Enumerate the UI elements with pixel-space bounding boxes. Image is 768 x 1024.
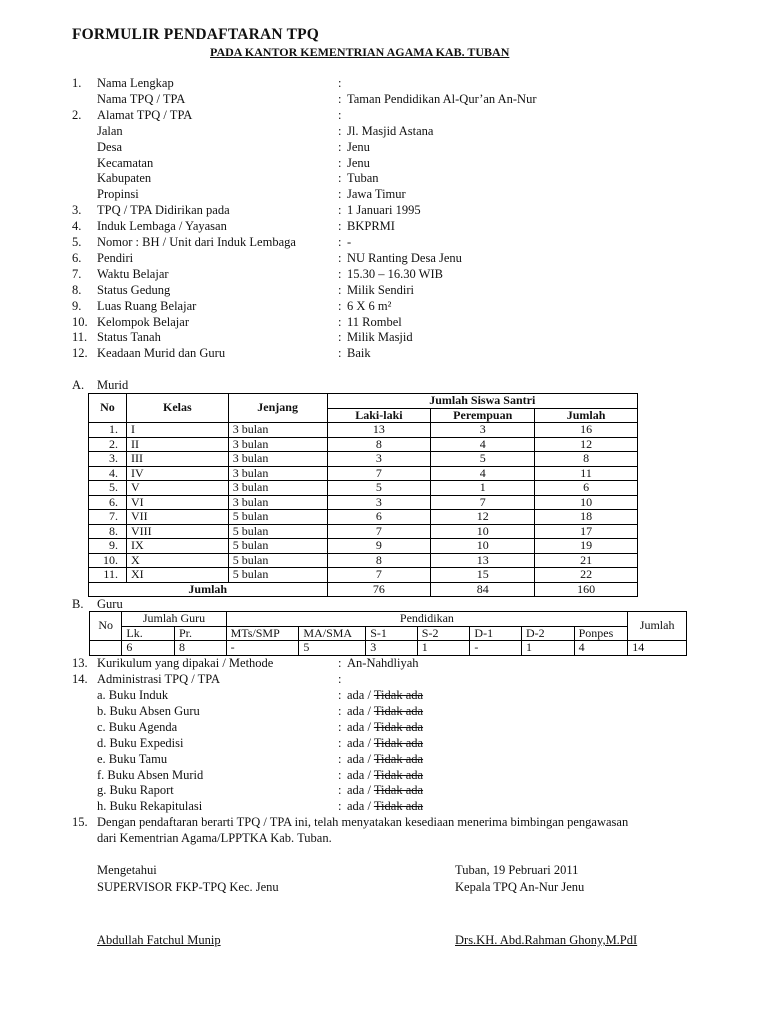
admin-item-label: h. Buku Rekapitulasi bbox=[97, 799, 203, 814]
admin-item-label: a. Buku Induk bbox=[97, 688, 169, 702]
cell-perempuan: 7 bbox=[431, 495, 535, 510]
form-field-row bbox=[0, 314, 768, 330]
field-number: 11. bbox=[72, 330, 88, 345]
field-value: Jenu bbox=[347, 139, 370, 154]
admin-item-status bbox=[347, 703, 423, 719]
field-colon: : bbox=[338, 155, 342, 170]
cell-jenjang: 5 bulan bbox=[228, 510, 327, 525]
form-field-row bbox=[0, 234, 768, 250]
field-value: - bbox=[347, 235, 352, 249]
signature-right-top: Tuban, 19 Pebruari 2011 bbox=[455, 863, 579, 877]
tidak-ada-text: Tidak ada bbox=[373, 735, 424, 750]
guru-header-mts: MTs/SMP bbox=[226, 626, 299, 641]
field-label: Nama TPQ / TPA bbox=[97, 91, 186, 106]
admin-item-row bbox=[0, 735, 768, 751]
field-label: Kelompok Belajar bbox=[97, 314, 189, 329]
cell-kelas: VIII bbox=[126, 524, 228, 539]
guru-cell-mts: - bbox=[226, 641, 299, 656]
field-label: Jalan bbox=[97, 123, 123, 138]
admin-item-label: d. Buku Expedisi bbox=[97, 735, 184, 750]
field-number: 8. bbox=[72, 282, 82, 297]
field-label: Pendiri bbox=[97, 250, 134, 265]
tidak-ada-text: Tidak ada bbox=[373, 767, 424, 782]
guru-header-ponpes: Ponpes bbox=[574, 626, 628, 641]
cell-jumlah: 17 bbox=[535, 524, 638, 539]
signature-right-name: Drs.KH. Abd.Rahman Ghony,M.PdI bbox=[455, 933, 638, 947]
cell-laki: 8 bbox=[327, 553, 431, 568]
field-label: Waktu Belajar bbox=[97, 266, 169, 281]
form-field-row bbox=[0, 107, 768, 123]
cell-perempuan: 10 bbox=[431, 524, 535, 539]
field-value: BKPRMI bbox=[347, 219, 395, 234]
cell-kelas: XI bbox=[126, 568, 228, 583]
admin-item-colon: : bbox=[338, 783, 342, 798]
admin-item-status bbox=[347, 751, 423, 767]
admin-item-label: f. Buku Absen Murid bbox=[97, 767, 204, 782]
cell-jumlah: 8 bbox=[535, 452, 638, 467]
cell-no: 7. bbox=[89, 510, 127, 525]
form-field-row bbox=[0, 298, 768, 314]
section-b-label: B. bbox=[72, 597, 84, 611]
cell-no: 4. bbox=[89, 466, 127, 481]
cell-kelas: V bbox=[126, 481, 228, 496]
field-label: Desa bbox=[97, 139, 122, 154]
admin-item-colon: : bbox=[338, 767, 342, 782]
table-row bbox=[89, 553, 638, 568]
guru-cell-no bbox=[90, 641, 122, 656]
cell-jumlah: 6 bbox=[535, 481, 638, 496]
form-title: FORMULIR PENDAFTARAN TPQ bbox=[72, 26, 320, 43]
admin-item-row bbox=[0, 687, 768, 703]
ada-text: ada / bbox=[347, 703, 371, 718]
cell-perempuan: 1 bbox=[431, 481, 535, 496]
cell-kelas: VII bbox=[126, 510, 228, 525]
admin-item-status bbox=[347, 687, 423, 703]
administrasi-colon: : bbox=[338, 672, 342, 686]
field-value: Jawa Timur bbox=[347, 187, 406, 202]
table-row bbox=[89, 437, 638, 452]
field-value: Milik Sendiri bbox=[347, 282, 415, 297]
guru-header-d1: D-1 bbox=[470, 626, 522, 641]
admin-item-colon: : bbox=[338, 751, 342, 766]
guru-header-d2: D-2 bbox=[522, 626, 575, 641]
form-field-row bbox=[0, 250, 768, 266]
kurikulum-number: 13. bbox=[72, 656, 88, 670]
field-value: NU Ranting Desa Jenu bbox=[347, 250, 462, 265]
form-field-row bbox=[0, 202, 768, 218]
admin-item-status bbox=[347, 798, 423, 814]
field-colon: : bbox=[338, 171, 342, 186]
guru-cell-d1: - bbox=[470, 641, 522, 656]
field-colon: : bbox=[338, 330, 342, 345]
field-colon: : bbox=[338, 219, 342, 234]
admin-item-colon: : bbox=[338, 688, 342, 702]
field-colon: : bbox=[338, 298, 342, 313]
field-number: 3. bbox=[72, 203, 82, 218]
field-label: Nomor : BH / Unit dari Induk Lembaga bbox=[97, 235, 296, 249]
field-colon: : bbox=[338, 91, 342, 106]
header-kelas: Kelas bbox=[126, 394, 228, 423]
ada-text: ada / bbox=[347, 799, 371, 814]
cell-jumlah: 10 bbox=[535, 495, 638, 510]
field-number: 7. bbox=[72, 266, 82, 281]
form-field-row bbox=[0, 218, 768, 234]
field-label: Alamat TPQ / TPA bbox=[97, 107, 193, 122]
cell-laki: 7 bbox=[327, 466, 431, 481]
field-number: 2. bbox=[72, 107, 82, 122]
tidak-ada-text: Tidak ada bbox=[373, 799, 424, 814]
statement-number: 15. bbox=[72, 815, 88, 829]
administrasi-number: 14. bbox=[72, 672, 88, 686]
guru-cell-pr: 8 bbox=[174, 641, 226, 656]
ada-text: ada / bbox=[347, 719, 371, 734]
header-jenjang: Jenjang bbox=[228, 394, 327, 423]
admin-item-row bbox=[0, 798, 768, 814]
admin-item-colon: : bbox=[338, 719, 342, 734]
form-field-row bbox=[0, 139, 768, 155]
signature-right-role: Kepala TPQ An-Nur Jenu bbox=[455, 880, 585, 894]
admin-item-label: c. Buku Agenda bbox=[97, 719, 178, 734]
field-number: 6. bbox=[72, 250, 82, 265]
tidak-ada-text: Tidak ada bbox=[373, 783, 424, 798]
field-number: 9. bbox=[72, 298, 82, 313]
cell-jenjang: 5 bulan bbox=[228, 553, 327, 568]
admin-item-status bbox=[347, 782, 423, 798]
field-label: Nama Lengkap bbox=[97, 76, 174, 90]
admin-item-status bbox=[347, 735, 423, 751]
field-colon: : bbox=[338, 266, 342, 281]
field-label: Status Gedung bbox=[97, 282, 171, 297]
administrasi-row bbox=[0, 671, 768, 687]
cell-perempuan: 12 bbox=[431, 510, 535, 525]
form-field-row bbox=[0, 123, 768, 139]
cell-kelas: IV bbox=[126, 466, 228, 481]
header-laki: Laki-laki bbox=[327, 408, 431, 423]
guru-header-ma: MA/SMA bbox=[299, 626, 366, 641]
admin-item-status bbox=[347, 719, 423, 735]
table-row bbox=[89, 539, 638, 554]
cell-perempuan: 4 bbox=[431, 466, 535, 481]
form-field-row bbox=[0, 186, 768, 202]
field-value: Jenu bbox=[347, 155, 370, 170]
header-jumlah-siswa: Jumlah Siswa Santri bbox=[327, 394, 637, 409]
total-label: Jumlah bbox=[89, 582, 328, 597]
field-colon: : bbox=[338, 314, 342, 329]
table-row bbox=[89, 452, 638, 467]
cell-kelas: IX bbox=[126, 539, 228, 554]
tidak-ada-text: Tidak ada bbox=[373, 703, 424, 718]
statement-row-2 bbox=[0, 830, 768, 846]
table-row bbox=[89, 510, 638, 525]
cell-no: 1. bbox=[89, 423, 127, 438]
section-a-label: A. bbox=[72, 378, 85, 392]
signature-left-role: SUPERVISOR FKP-TPQ Kec. Jenu bbox=[97, 880, 279, 894]
cell-jumlah: 19 bbox=[535, 539, 638, 554]
admin-item-row bbox=[0, 782, 768, 798]
field-colon: : bbox=[338, 282, 342, 297]
guru-header-pendidikan: Pendidikan bbox=[226, 612, 628, 627]
field-value: 15.30 – 16.30 WIB bbox=[347, 266, 443, 281]
cell-no: 11. bbox=[89, 568, 127, 583]
cell-kelas: VI bbox=[126, 495, 228, 510]
tidak-ada-text: Tidak ada bbox=[373, 688, 424, 702]
guru-cell-s2: 1 bbox=[417, 641, 470, 656]
cell-no: 5. bbox=[89, 481, 127, 496]
field-number: 10. bbox=[72, 314, 88, 329]
admin-item-row bbox=[0, 719, 768, 735]
guru-header-jumlah-guru: Jumlah Guru bbox=[122, 612, 226, 627]
ada-text: ada / bbox=[347, 688, 371, 702]
signature-left-name: Abdullah Fatchul Munip bbox=[97, 933, 221, 947]
cell-jumlah: 12 bbox=[535, 437, 638, 452]
statement-line-2: dari Kementrian Agama/LPPTKA Kab. Tuban. bbox=[97, 831, 332, 845]
guru-header-s1: S-1 bbox=[366, 626, 418, 641]
guru-header-no: No bbox=[90, 612, 122, 641]
guru-header-pr: Pr. bbox=[174, 626, 226, 641]
kurikulum-colon: : bbox=[338, 656, 342, 670]
cell-laki: 8 bbox=[327, 437, 431, 452]
field-label: Keadaan Murid dan Guru bbox=[97, 346, 226, 361]
form-field-row bbox=[0, 282, 768, 298]
ada-text: ada / bbox=[347, 767, 371, 782]
field-colon: : bbox=[338, 123, 342, 138]
cell-laki: 7 bbox=[327, 568, 431, 583]
cell-laki: 6 bbox=[327, 510, 431, 525]
cell-no: 10. bbox=[89, 553, 127, 568]
field-colon: : bbox=[338, 250, 342, 265]
table-row bbox=[89, 568, 638, 583]
statement-row-1 bbox=[0, 814, 768, 830]
cell-no: 2. bbox=[89, 437, 127, 452]
field-number: 5. bbox=[72, 235, 82, 249]
field-value: Jl. Masjid Astana bbox=[347, 123, 434, 138]
field-number: 1. bbox=[72, 76, 82, 90]
form-field-row bbox=[0, 75, 768, 91]
cell-perempuan: 15 bbox=[431, 568, 535, 583]
admin-item-row bbox=[0, 767, 768, 783]
tidak-ada-text: Tidak ada bbox=[373, 719, 424, 734]
field-value: 11 Rombel bbox=[347, 314, 402, 329]
statement-line-1: Dengan pendaftaran berarti TPQ / TPA ini, telah menyatakan kesediaan menerima bimbingan pengawasan bbox=[97, 815, 629, 829]
cell-jenjang: 5 bulan bbox=[228, 524, 327, 539]
field-value: 1 Januari 1995 bbox=[347, 203, 421, 218]
guru-header-lk: Lk. bbox=[122, 626, 175, 641]
total-jumlah: 160 bbox=[535, 582, 638, 597]
admin-item-colon: : bbox=[338, 799, 342, 814]
cell-jenjang: 5 bulan bbox=[228, 568, 327, 583]
admin-item-label: g. Buku Raport bbox=[97, 783, 174, 798]
field-number: 4. bbox=[72, 219, 82, 234]
cell-laki: 9 bbox=[327, 539, 431, 554]
admin-item-row bbox=[0, 703, 768, 719]
form-field-row bbox=[0, 155, 768, 171]
cell-perempuan: 5 bbox=[431, 452, 535, 467]
header-jumlah: Jumlah bbox=[535, 408, 638, 423]
field-colon: : bbox=[338, 346, 342, 361]
cell-jenjang: 3 bulan bbox=[228, 481, 327, 496]
field-value: Taman Pendidikan Al-Qur’an An-Nur bbox=[347, 91, 537, 106]
field-label: Kecamatan bbox=[97, 155, 154, 170]
cell-perempuan: 13 bbox=[431, 553, 535, 568]
field-label: Induk Lembaga / Yayasan bbox=[97, 219, 227, 234]
table-row bbox=[89, 495, 638, 510]
guru-cell-ma: 5 bbox=[299, 641, 366, 656]
cell-kelas: I bbox=[126, 423, 228, 438]
tidak-ada-text: Tidak ada bbox=[373, 751, 424, 766]
field-label: Propinsi bbox=[97, 187, 139, 202]
field-label: Status Tanah bbox=[97, 330, 161, 345]
cell-jenjang: 3 bulan bbox=[228, 466, 327, 481]
form-subtitle: PADA KANTOR KEMENTRIAN AGAMA KAB. TUBAN bbox=[210, 45, 510, 59]
ada-text: ada / bbox=[347, 735, 371, 750]
table-row bbox=[89, 524, 638, 539]
admin-item-row bbox=[0, 751, 768, 767]
form-field-row bbox=[0, 345, 768, 361]
field-value: 6 X 6 m² bbox=[347, 298, 392, 313]
guru-cell-s1: 3 bbox=[366, 641, 418, 656]
form-field-row bbox=[0, 170, 768, 186]
guru-cell-lk: 6 bbox=[122, 641, 175, 656]
admin-item-colon: : bbox=[338, 735, 342, 750]
cell-no: 9. bbox=[89, 539, 127, 554]
signature-left-top: Mengetahui bbox=[97, 863, 157, 877]
field-label: Kabupaten bbox=[97, 171, 152, 186]
cell-no: 8. bbox=[89, 524, 127, 539]
field-colon: : bbox=[338, 107, 342, 122]
cell-jumlah: 22 bbox=[535, 568, 638, 583]
cell-laki: 3 bbox=[327, 495, 431, 510]
ada-text: ada / bbox=[347, 751, 371, 766]
guru-header-s2: S-2 bbox=[417, 626, 470, 641]
ada-text: ada / bbox=[347, 783, 371, 798]
cell-no: 6. bbox=[89, 495, 127, 510]
cell-kelas: III bbox=[126, 452, 228, 467]
kurikulum-value: An-Nahdliyah bbox=[347, 656, 419, 670]
cell-laki: 5 bbox=[327, 481, 431, 496]
admin-item-colon: : bbox=[338, 703, 342, 718]
guru-cell-d2: 1 bbox=[522, 641, 575, 656]
field-colon: : bbox=[338, 76, 342, 90]
field-value: Tuban bbox=[347, 171, 379, 186]
administrasi-label: Administrasi TPQ / TPA bbox=[97, 672, 221, 686]
header-perempuan: Perempuan bbox=[431, 408, 535, 423]
murid-table bbox=[88, 393, 638, 597]
field-value: Milik Masjid bbox=[347, 330, 413, 345]
cell-jenjang: 5 bulan bbox=[228, 539, 327, 554]
admin-item-label: e. Buku Tamu bbox=[97, 751, 168, 766]
header-no: No bbox=[89, 394, 127, 423]
cell-perempuan: 10 bbox=[431, 539, 535, 554]
cell-jenjang: 3 bulan bbox=[228, 423, 327, 438]
guru-cell-ponpes: 4 bbox=[574, 641, 628, 656]
section-a-title: Murid bbox=[97, 378, 129, 392]
field-colon: : bbox=[338, 187, 342, 202]
guru-cell-jumlah: 14 bbox=[628, 641, 687, 656]
cell-perempuan: 3 bbox=[431, 423, 535, 438]
cell-jumlah: 18 bbox=[535, 510, 638, 525]
admin-item-label: b. Buku Absen Guru bbox=[97, 703, 200, 718]
cell-no: 3. bbox=[89, 452, 127, 467]
cell-laki: 7 bbox=[327, 524, 431, 539]
field-colon: : bbox=[338, 235, 342, 249]
admin-item-status bbox=[347, 767, 423, 783]
table-row bbox=[89, 481, 638, 496]
table-row bbox=[89, 423, 638, 438]
section-b-title: Guru bbox=[97, 597, 123, 611]
field-label: Luas Ruang Belajar bbox=[97, 298, 197, 313]
cell-jenjang: 3 bulan bbox=[228, 452, 327, 467]
form-field-row bbox=[0, 266, 768, 282]
field-colon: : bbox=[338, 203, 342, 218]
guru-header-jumlah: Jumlah bbox=[628, 612, 687, 641]
cell-kelas: X bbox=[126, 553, 228, 568]
total-perempuan: 84 bbox=[431, 582, 535, 597]
cell-jenjang: 3 bulan bbox=[228, 437, 327, 452]
field-colon: : bbox=[338, 139, 342, 154]
table-row bbox=[89, 466, 638, 481]
field-value: Baik bbox=[347, 346, 371, 361]
cell-jumlah: 16 bbox=[535, 423, 638, 438]
cell-kelas: II bbox=[126, 437, 228, 452]
cell-jumlah: 11 bbox=[535, 466, 638, 481]
cell-perempuan: 4 bbox=[431, 437, 535, 452]
cell-jenjang: 3 bulan bbox=[228, 495, 327, 510]
kurikulum-label: Kurikulum yang dipakai / Methode bbox=[97, 656, 274, 670]
cell-laki: 3 bbox=[327, 452, 431, 467]
cell-laki: 13 bbox=[327, 423, 431, 438]
guru-table bbox=[89, 611, 687, 656]
kurikulum-row bbox=[0, 655, 768, 671]
form-field-row bbox=[0, 91, 768, 107]
total-laki: 76 bbox=[327, 582, 431, 597]
cell-jumlah: 21 bbox=[535, 553, 638, 568]
form-field-row bbox=[0, 329, 768, 345]
field-label: TPQ / TPA Didirikan pada bbox=[97, 203, 230, 218]
field-number: 12. bbox=[72, 346, 88, 361]
